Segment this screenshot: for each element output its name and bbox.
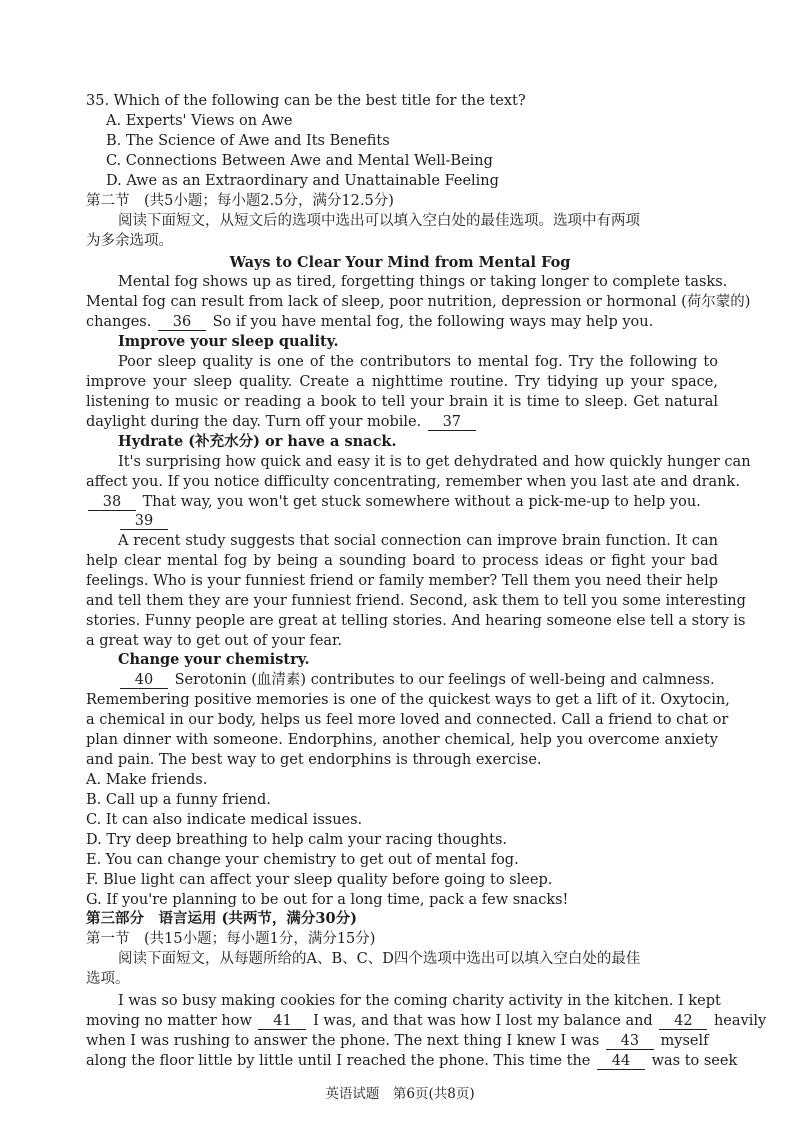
option-c: C. It can also indicate medical issues. [86,812,363,828]
p5-line-4: plan dinner with someone. Endorphins, another chemical, help you overcome anxiety [86,732,718,748]
p5-line-2: Remembering positive memories is one of the quickest ways to get a lift of it. Oxytocin, [86,692,730,708]
option-g: G. If you're planning to be out for a long time, pack a few snacks! [86,892,569,908]
p4-line-3: feelings. Who is your funniest friend or family member? Tell them you need their help [86,573,718,589]
part3-section1-label: 第一节 [86,931,130,947]
q35-option-d: D. Awe as an Extraordinary and Unattainable Feeling [106,173,499,189]
p2-tail: daylight during the day. Turn off your mobile. [86,414,422,430]
p2-line-4 [86,413,718,431]
blank-44[interactable]: 44 [597,1054,645,1070]
cloze-text-f: along the floor little by little until I reached the phone. This time the [86,1053,591,1069]
cloze-text-e: myself [660,1033,709,1049]
cloze-text-a: moving no matter how [86,1013,252,1029]
section2-instruction-2: 为多余选项。 [86,233,173,249]
blank-43[interactable]: 43 [606,1034,654,1050]
part3-section1-info: (共15小题；每小题1分，满分15分) [144,931,376,947]
blank-37[interactable]: 37 [428,415,476,431]
blank-42[interactable]: 42 [659,1014,707,1030]
section2-header [86,192,718,210]
p3-line-3 [86,493,718,511]
p4-line-6: a great way to get out of your fear. [86,633,343,649]
p2-line-2: improve your sleep quality. Create a nighttime routine. Try tidying up your space, [86,374,718,390]
blank-38[interactable]: 38 [88,495,136,511]
p2-line-3: listening to music or reading a book to tell your brain it is time to sleep. Get natural [86,394,718,410]
cloze-text-b: I was, and that was how I lost my balance and [313,1013,653,1029]
q35-option-a: A. Experts' Views on Awe [106,113,293,129]
p2-line-1: Poor sleep quality is one of the contributors to mental fog. Try the following to [118,354,718,370]
p1-changes: changes. [86,314,152,330]
p3-line-1: It's surprising how quick and easy it is to get dehydrated and how quickly hunger can [118,454,751,470]
heading-sleep: Improve your sleep quality. [118,333,339,350]
blank-41[interactable]: 41 [258,1014,306,1030]
part3-title: 第三部分 语言运用 (共两节，满分30分) [86,910,357,927]
p4-line-4: and tell them they are your funniest friend. Second, ask them to tell you some interesting [86,593,746,609]
option-a: A. Make friends. [86,772,208,788]
heading-chemistry: Change your chemistry. [118,651,310,668]
section2-info: (共5小题；每小题2.5分，满分12.5分) [144,193,394,209]
cloze-line-4 [86,1052,738,1070]
option-f: F. Blue light can affect your sleep quality before going to sleep. [86,872,553,888]
part3-section1-header [86,930,718,948]
q35-option-b: B. The Science of Awe and Its Benefits [106,133,390,149]
section2-instruction-1: 阅读下面短文，从短文后的选项中选出可以填入空白处的最佳选项。选项中有两项 [118,213,640,229]
cloze-text-c: heavily [713,1013,767,1029]
blank-40[interactable]: 40 [120,673,168,689]
cloze-line-3 [86,1032,718,1050]
p1-tail: So if you have mental fog, the following ways may help you. [212,314,654,330]
p3-line-2: affect you. If you notice difficulty concentrating, remember when you last ate and drank. [86,474,740,490]
q35-question: 35. Which of the following can be the best title for the text? [86,93,526,109]
p4-heading-line [118,512,750,530]
p4-line-2: help clear mental fog by being a sounding board to process ideas or fight your bad [86,553,718,569]
p4-line-5: stories. Funny people are great at telling stories. And hearing someone else tell a story is [86,613,746,629]
section2-label: 第二节 [86,193,130,209]
blank-36[interactable]: 36 [158,315,206,331]
page-footer: 英语试题 第6页(共8页) [325,1086,475,1102]
passage-title: Ways to Clear Your Mind from Mental Fog [229,254,571,271]
option-e: E. You can change your chemistry to get out of mental fog. [86,852,519,868]
p3-tail: That way, you won't get stuck somewhere without a pick-me-up to help you. [142,494,701,510]
cloze-text-g: was to seek [651,1053,738,1069]
p5-line-5: and pain. The best way to get endorphins is through exercise. [86,752,542,768]
p4-line-1: A recent study suggests that social connection can improve brain function. It can [118,533,718,549]
p1-line-1: Mental fog shows up as tired, forgetting things or taking longer to complete tasks. [118,274,728,290]
cloze-text-d: when I was rushing to answer the phone. The next thing I knew I was [86,1033,600,1049]
p1-line-3 [86,313,718,331]
cloze-line-1: I was so busy making cookies for the coming charity activity in the kitchen. I kept [118,993,721,1009]
part3-instruction-1: 阅读下面短文，从每题所给的A、B、C、D四个选项中选出可以填入空白处的最佳 [118,951,641,967]
cloze-line-2 [86,1012,767,1030]
p5-line-3: a chemical in our body, helps us feel more loved and connected. Call a friend to chat or [86,712,729,728]
option-b: B. Call up a funny friend. [86,792,271,808]
blank-39[interactable]: 39 [120,514,168,530]
q35-option-c: C. Connections Between Awe and Mental Well-Being [106,153,493,169]
p1-line-2: Mental fog can result from lack of sleep, poor nutrition, depression or hormonal (荷尔蒙的) [86,294,751,310]
p5-line-1 [118,671,750,689]
heading-hydrate: Hydrate (补充水分) or have a snack. [118,433,397,450]
p5-head: Serotonin (血清素) contributes to our feelings of well-being and calmness. [174,672,715,688]
part3-instruction-2: 选项。 [86,971,130,987]
option-d: D. Try deep breathing to help calm your racing thoughts. [86,832,508,848]
